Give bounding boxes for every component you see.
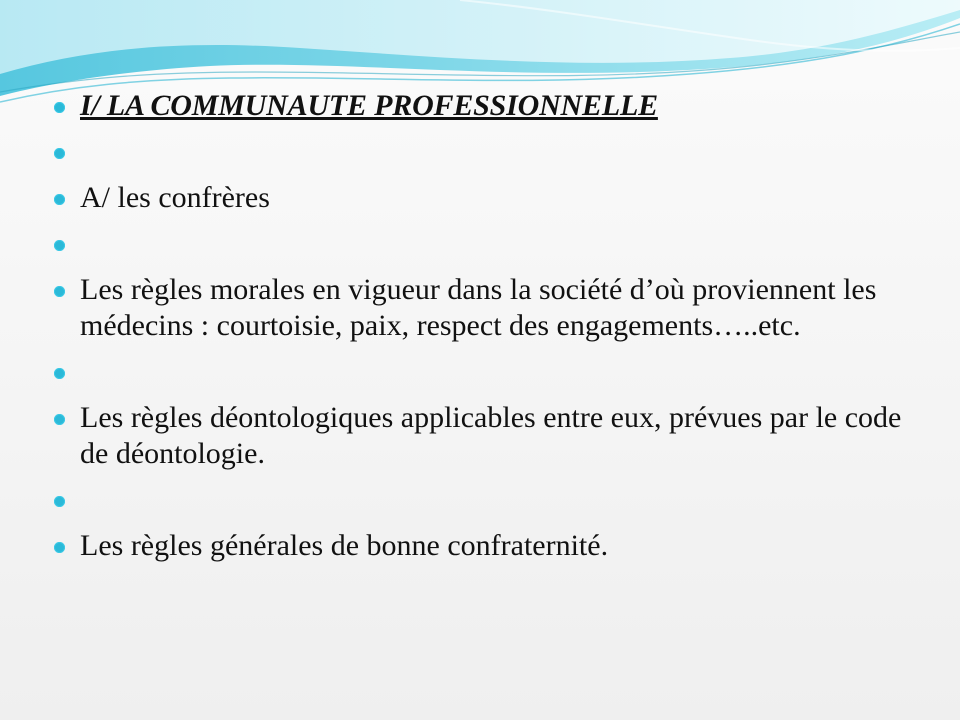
bullet-item-empty — [52, 482, 922, 518]
bullet-item-title — [52, 88, 922, 124]
bullet-item-regles-deontologiques — [52, 400, 922, 472]
bullet-icon — [54, 368, 65, 379]
bullet-text: Les règles déontologiques applicables entre eux, prévues par le code de déontologie. — [80, 401, 902, 470]
bullet-icon — [54, 286, 65, 297]
bullet-item-empty — [52, 134, 922, 170]
bullet-icon — [54, 240, 65, 251]
bullet-list — [52, 88, 922, 574]
bullet-text: Les règles morales en vigueur dans la société d’où proviennent les médecins : courtoisie, paix, respect des engagements…..etc. — [80, 273, 877, 342]
bullet-item-regles-morales — [52, 272, 922, 344]
bullet-icon — [54, 194, 65, 205]
bullet-icon — [54, 414, 65, 425]
bullet-item-empty — [52, 226, 922, 262]
bullet-icon — [54, 496, 65, 507]
bullet-item-confraternite — [52, 528, 922, 564]
bullet-icon — [54, 542, 65, 553]
bullet-item-empty — [52, 354, 922, 390]
bullet-text: A/ les confrères — [80, 181, 270, 214]
bullet-text: Les règles générales de bonne confraternité. — [80, 529, 609, 562]
bullet-icon — [54, 102, 65, 113]
slide-title: I/ LA COMMUNAUTE PROFESSIONNELLE — [80, 89, 658, 122]
bullet-item-confreres — [52, 180, 922, 216]
bullet-icon — [54, 148, 65, 159]
